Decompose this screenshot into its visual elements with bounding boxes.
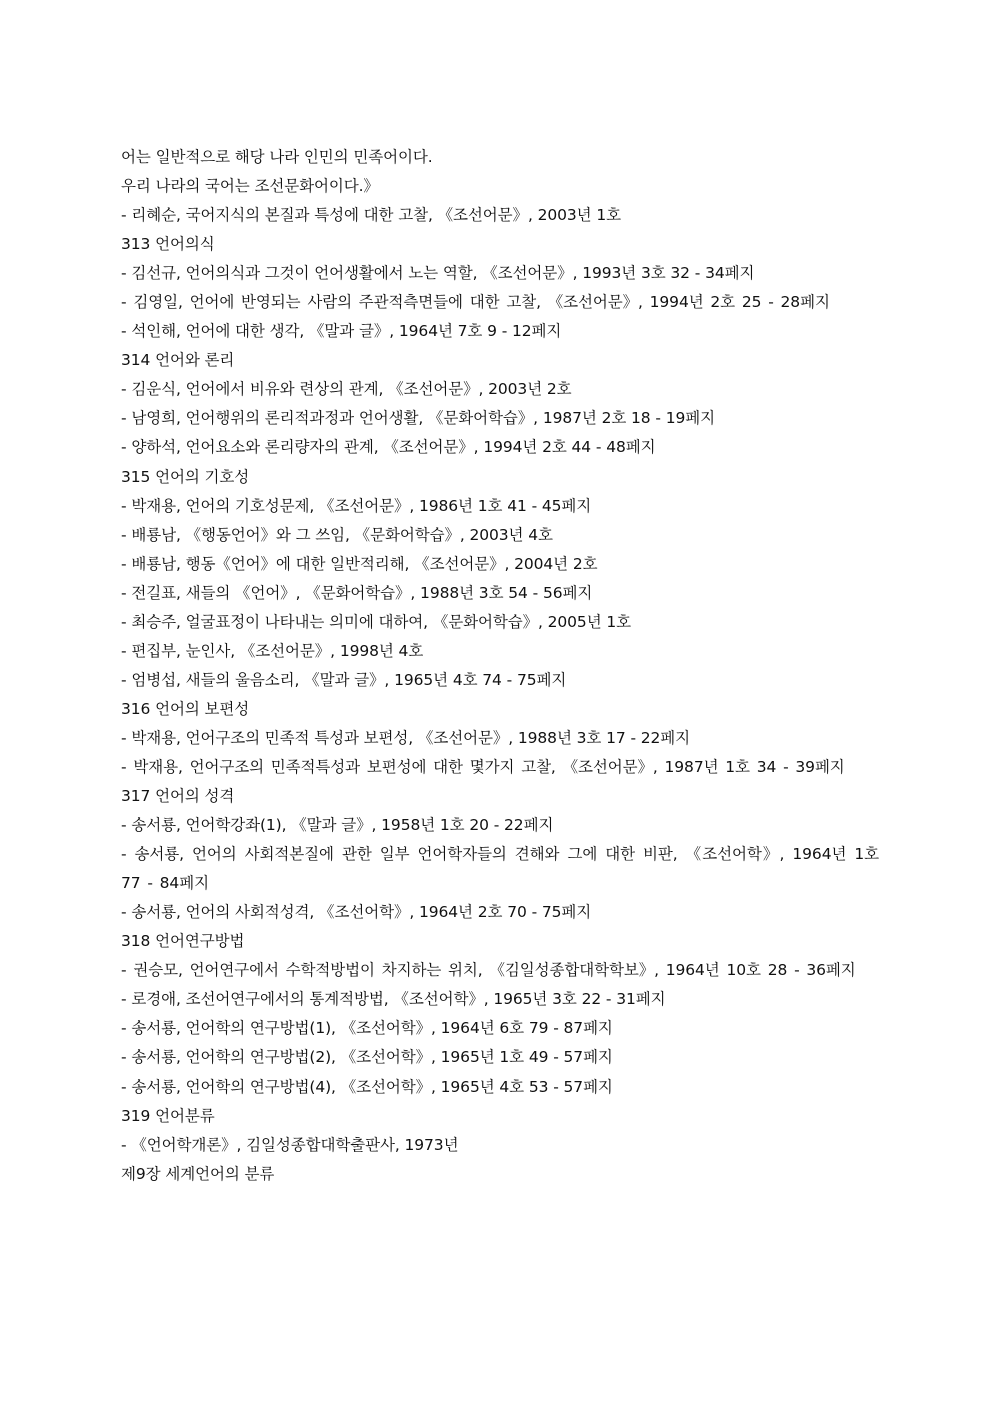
reference-entry: - 편집부, 눈인사, 《조선어문》, 1998년 4호 bbox=[121, 641, 424, 660]
reference-entry: - 남영희, 언어행위의 론리적과정과 언어생활, 《문화어학습》, 1987년 2호 18 - 19페지 bbox=[121, 409, 715, 428]
reference-entry: - 권승모, 언어연구에서 수학적방법이 차지하는 위치, 《김일성종합대학학보》, 1964년 10호 28 - 36페지 bbox=[121, 961, 856, 980]
section-heading: 317 언어의 성격 bbox=[121, 787, 235, 806]
reference-entry: - 김선규, 언어의식과 그것이 언어생활에서 노는 역할, 《조선어문》, 1993년 3호 32 - 34페지 bbox=[121, 264, 755, 283]
reference-entry: - 박재용, 언어의 기호성문제, 《조선어문》, 1986년 1호 41 - 45페지 bbox=[121, 496, 592, 515]
text-line: 우리 나라의 국어는 조선문화어이다.》 bbox=[121, 177, 379, 196]
reference-entry: - 전길표, 새들의 《언어》, 《문화어학습》, 1988년 3호 54 - 56페지 bbox=[121, 583, 593, 602]
reference-entry: - 송서룡, 언어학의 연구방법(1), 《조선어학》, 1964년 6호 79 - 87페지 bbox=[121, 1019, 613, 1038]
reference-entry: - 송서룡, 언어학의 연구방법(4), 《조선어학》, 1965년 4호 53 - 57페지 bbox=[121, 1077, 613, 1096]
reference-entry: - 로경애, 조선어연구에서의 통계적방법, 《조선어학》, 1965년 3호 22 - 31페지 bbox=[121, 990, 666, 1009]
document-page bbox=[121, 143, 879, 1189]
section-heading: 313 언어의식 bbox=[121, 235, 215, 254]
reference-entry: - 송서룡, 언어학의 연구방법(2), 《조선어학》, 1965년 1호 49 - 57페지 bbox=[121, 1048, 613, 1067]
reference-entry: - 박재용, 언어구조의 민족적특성과 보편성에 대한 몇가지 고찰, 《조선어문》, 1987년 1호 34 - 39페지 bbox=[121, 757, 845, 776]
section-heading: 318 언어연구방법 bbox=[121, 932, 245, 951]
section-heading: 314 언어와 론리 bbox=[121, 351, 235, 370]
section-heading: 316 언어의 보편성 bbox=[121, 699, 250, 718]
reference-entry: - 송서룡, 언어의 사회적본질에 관한 일부 언어학자들의 견해와 그에 대한 비판, 《조선어학》, 1964년 1호 77 - 84페지 bbox=[121, 845, 879, 893]
reference-entry: - 송서룡, 언어학강좌(1), 《말과 글》, 1958년 1호 20 - 22페지 bbox=[121, 816, 554, 835]
reference-entry: - 송서룡, 언어의 사회적성격, 《조선어학》, 1964년 2호 70 - 75페지 bbox=[121, 903, 592, 922]
reference-entry: - 양하석, 언어요소와 론리량자의 관계, 《조선어문》, 1994년 2호 44 - 48페지 bbox=[121, 438, 656, 457]
text-line: 어는 일반적으로 해당 나라 인민의 민족어이다. bbox=[121, 148, 433, 166]
reference-entry: - 최승주, 얼굴표정이 나타내는 의미에 대하여, 《문화어학습》, 2005년 1호 bbox=[121, 612, 632, 631]
reference-entry: - 배룡남, 《행동언어》와 그 쓰임, 《문화어학습》, 2003년 4호 bbox=[121, 525, 553, 544]
reference-entry: - 엄병섭, 새들의 울음소리, 《말과 글》, 1965년 4호 74 - 75페지 bbox=[121, 670, 567, 689]
reference-entry: - 리혜순, 국어지식의 본질과 특성에 대한 고찰, 《조선어문》, 2003년 1호 bbox=[121, 206, 621, 225]
reference-entry: - 김운식, 언어에서 비유와 련상의 관계, 《조선어문》, 2003년 2호 bbox=[121, 380, 572, 399]
chapter-heading: 제9장 세계언어의 분류 bbox=[121, 1164, 275, 1183]
section-heading: 319 언어분류 bbox=[121, 1106, 215, 1125]
reference-entry: - 석인해, 언어에 대한 생각, 《말과 글》, 1964년 7호 9 - 12페지 bbox=[121, 322, 562, 341]
section-heading: 315 언어의 기호성 bbox=[121, 467, 250, 486]
reference-entry: - 김영일, 언어에 반영되는 사람의 주관적측면들에 대한 고찰, 《조선어문》, 1994년 2호 25 - 28페지 bbox=[121, 293, 830, 312]
reference-entry: - 박재용, 언어구조의 민족적 특성과 보편성, 《조선어문》, 1988년 3호 17 - 22페지 bbox=[121, 728, 691, 747]
reference-entry: - 《언어학개론》, 김일성종합대학출판사, 1973년 bbox=[121, 1135, 459, 1154]
reference-entry: - 배룡남, 행동《언어》에 대한 일반적리해, 《조선어문》, 2004년 2호 bbox=[121, 554, 598, 573]
